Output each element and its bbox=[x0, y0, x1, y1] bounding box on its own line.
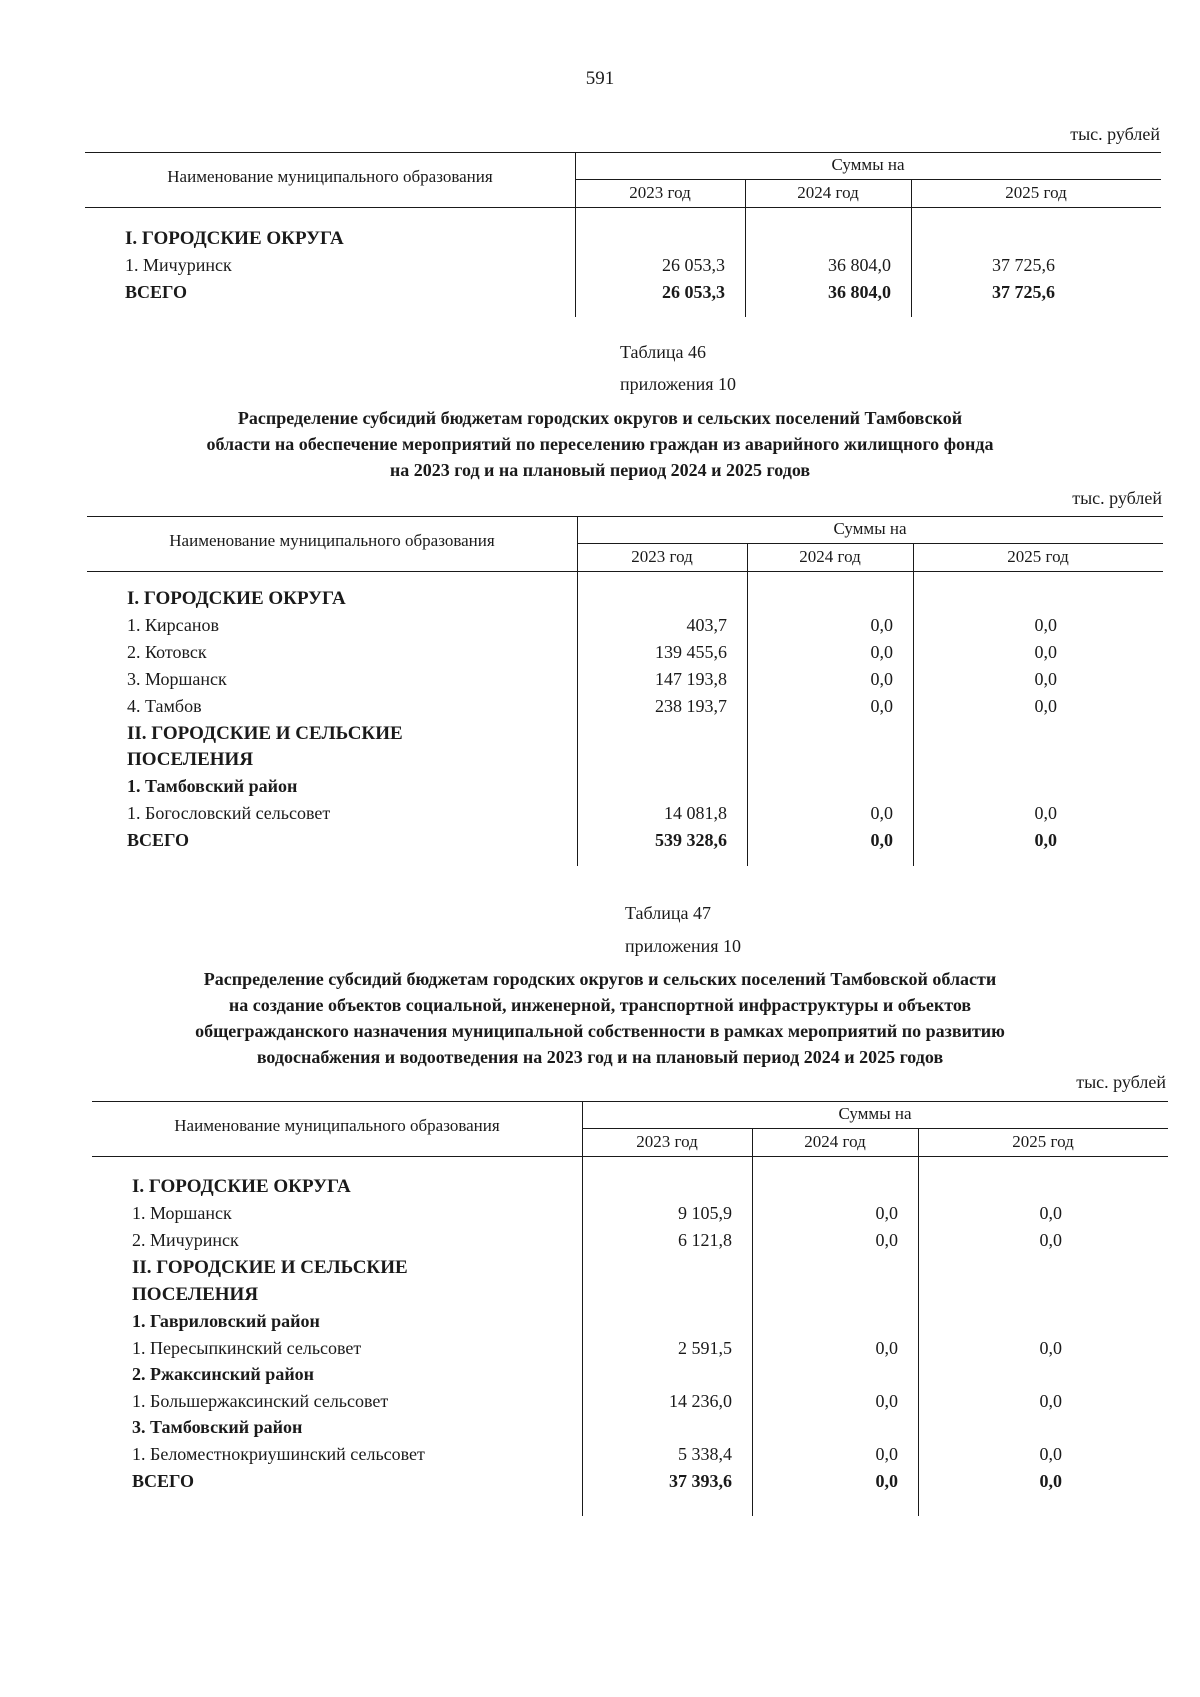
table-row bbox=[92, 1444, 1168, 1471]
table-prev bbox=[85, 152, 1160, 317]
district-row bbox=[92, 1311, 1168, 1338]
cell-value-2023: 6 121,8 bbox=[678, 1230, 732, 1250]
section-heading-row bbox=[92, 1257, 1168, 1284]
sums-rule bbox=[577, 543, 1163, 544]
cell-value-2024: 0,0 bbox=[870, 642, 893, 662]
table-row bbox=[92, 1338, 1168, 1365]
row-name: 1. Большержаксинский сельсовет bbox=[132, 1391, 389, 1411]
row-name: 2. Котовск bbox=[127, 642, 207, 662]
cell-value-2023: 9 105,9 bbox=[678, 1203, 732, 1223]
column-header-sums: Суммы на bbox=[833, 519, 907, 538]
cell-value-2025: 0,0 bbox=[1034, 642, 1057, 662]
cell-value-2023: 147 193,8 bbox=[655, 669, 727, 689]
sums-rule bbox=[575, 179, 1161, 180]
cell-value-2025: 0,0 bbox=[1034, 830, 1057, 850]
row-name: 2. Ржаксинский район bbox=[132, 1364, 315, 1384]
cell-value-2025: 0,0 bbox=[1034, 803, 1057, 823]
title-line: Распределение субсидий бюджетам городских округов и сельских поселений Тамбовской bbox=[237, 408, 963, 428]
row-name: 1. Тамбовский район bbox=[127, 776, 298, 796]
table-row bbox=[92, 1203, 1168, 1230]
row-name: I. ГОРОДСКИЕ ОКРУГА bbox=[125, 228, 344, 249]
row-name: 3. Моршанск bbox=[127, 669, 227, 689]
column-header-name: Наименование муниципального образования bbox=[174, 1116, 500, 1135]
cell-value-2025: 37 725,6 bbox=[992, 255, 1055, 275]
table-row bbox=[87, 642, 1163, 669]
cell-value-2025: 0,0 bbox=[1039, 1444, 1062, 1464]
unit-label-46: тыс. рублей bbox=[1072, 488, 1162, 508]
cell-value-2024: 36 804,0 bbox=[828, 255, 891, 275]
column-header-year: 2025 год bbox=[1005, 183, 1067, 202]
table-top-rule bbox=[85, 152, 1161, 153]
title-line: Распределение субсидий бюджетам городских округов и сельских поселений Тамбовской области bbox=[203, 969, 997, 989]
table47 bbox=[92, 1101, 1168, 1516]
row-name: ПОСЕЛЕНИЯ bbox=[132, 1284, 259, 1305]
row-name: 3. Тамбовский район bbox=[132, 1417, 303, 1437]
unit-label-prev: тыс. рублей bbox=[1070, 124, 1160, 144]
row-name: I. ГОРОДСКИЕ ОКРУГА bbox=[132, 1176, 351, 1197]
cell-value-2025: 0,0 bbox=[1034, 696, 1057, 716]
cell-value-2024: 0,0 bbox=[875, 1444, 898, 1464]
cell-value-2025: 37 725,6 bbox=[992, 282, 1055, 302]
column-header-year: 2023 год bbox=[629, 183, 691, 202]
cell-value-2024: 0,0 bbox=[875, 1338, 898, 1358]
row-name: 1. Богословский сельсовет bbox=[127, 803, 331, 823]
table-row bbox=[87, 615, 1163, 642]
header-bottom-rule bbox=[92, 1156, 1168, 1157]
cell-value-2025: 0,0 bbox=[1039, 1338, 1062, 1358]
cell-value-2025: 0,0 bbox=[1039, 1203, 1062, 1223]
section-heading-row bbox=[87, 588, 1163, 615]
cell-value-2024: 0,0 bbox=[875, 1230, 898, 1250]
row-name: ПОСЕЛЕНИЯ bbox=[127, 749, 254, 770]
column-header-year: 2024 год bbox=[799, 547, 861, 566]
row-name: I. ГОРОДСКИЕ ОКРУГА bbox=[127, 588, 346, 609]
table47-label: Таблица 47 bbox=[625, 903, 711, 923]
total-row bbox=[87, 830, 1163, 857]
table47-appendix: приложения 10 bbox=[625, 936, 742, 956]
page-number: 591 bbox=[585, 68, 615, 89]
cell-value-2025: 0,0 bbox=[1039, 1230, 1062, 1250]
district-row bbox=[92, 1364, 1168, 1391]
row-name: 1. Гавриловский район bbox=[132, 1311, 320, 1331]
cell-value-2023: 403,7 bbox=[686, 615, 727, 635]
section-heading-row bbox=[85, 228, 1161, 255]
cell-value-2024: 0,0 bbox=[875, 1471, 898, 1491]
table46 bbox=[87, 516, 1163, 866]
cell-value-2024: 36 804,0 bbox=[828, 282, 891, 302]
table-row bbox=[87, 669, 1163, 696]
row-name: 4. Тамбов bbox=[127, 696, 202, 716]
cell-value-2023: 539 328,6 bbox=[655, 830, 727, 850]
cell-value-2025: 0,0 bbox=[1039, 1471, 1062, 1491]
row-name: 1. Беломестнокриушинский сельсовет bbox=[132, 1444, 425, 1464]
title-line: на 2023 год и на плановый период 2024 и 2025 годов bbox=[389, 460, 811, 480]
cell-value-2024: 0,0 bbox=[870, 615, 893, 635]
unit-label-47: тыс. рублей bbox=[1076, 1072, 1166, 1092]
column-header-year: 2023 год bbox=[636, 1132, 698, 1151]
total-row bbox=[92, 1471, 1168, 1498]
cell-value-2023: 26 053,3 bbox=[662, 282, 725, 302]
row-name: ВСЕГО bbox=[125, 282, 188, 302]
cell-value-2024: 0,0 bbox=[875, 1391, 898, 1411]
cell-value-2024: 0,0 bbox=[870, 669, 893, 689]
cell-value-2023: 14 081,8 bbox=[664, 803, 727, 823]
row-name: ВСЕГО bbox=[132, 1471, 195, 1491]
column-header-year: 2024 год bbox=[804, 1132, 866, 1151]
column-header-year: 2024 год bbox=[797, 183, 859, 202]
table-top-rule bbox=[87, 516, 1163, 517]
cell-value-2025: 0,0 bbox=[1039, 1391, 1062, 1411]
column-header-year: 2023 год bbox=[631, 547, 693, 566]
table-row bbox=[87, 803, 1163, 830]
row-name: 1. Кирсанов bbox=[127, 615, 219, 635]
table-row bbox=[92, 1230, 1168, 1257]
column-header-sums: Суммы на bbox=[831, 155, 905, 174]
cell-value-2024: 0,0 bbox=[870, 696, 893, 716]
table46-title bbox=[0, 405, 1200, 483]
section-heading-row bbox=[92, 1176, 1168, 1203]
section-heading-row bbox=[92, 1284, 1168, 1311]
sums-rule bbox=[582, 1128, 1168, 1129]
cell-value-2023: 139 455,6 bbox=[655, 642, 727, 662]
title-line: на создание объектов социальной, инженерной, транспортной инфраструктуры и объектов bbox=[228, 995, 972, 1015]
district-row bbox=[87, 776, 1163, 803]
district-row bbox=[92, 1417, 1168, 1444]
cell-value-2023: 37 393,6 bbox=[669, 1471, 732, 1491]
row-name: 2. Мичуринск bbox=[132, 1230, 239, 1250]
cell-value-2025: 0,0 bbox=[1034, 669, 1057, 689]
cell-value-2023: 2 591,5 bbox=[678, 1338, 732, 1358]
table46-appendix: приложения 10 bbox=[620, 374, 737, 394]
row-name: II. ГОРОДСКИЕ И СЕЛЬСКИЕ bbox=[132, 1257, 408, 1278]
table-top-rule bbox=[92, 1101, 1168, 1102]
cell-value-2024: 0,0 bbox=[870, 830, 893, 850]
header-bottom-rule bbox=[87, 571, 1163, 572]
table47-title bbox=[0, 966, 1200, 1070]
table46-label: Таблица 46 bbox=[620, 342, 706, 362]
table-row bbox=[85, 255, 1161, 282]
column-header-sums: Суммы на bbox=[838, 1104, 912, 1123]
cell-value-2023: 238 193,7 bbox=[655, 696, 727, 716]
cell-value-2023: 14 236,0 bbox=[669, 1391, 732, 1411]
cell-value-2024: 0,0 bbox=[875, 1203, 898, 1223]
row-name: 1. Пересыпкинский сельсовет bbox=[132, 1338, 362, 1358]
column-header-name: Наименование муниципального образования bbox=[169, 531, 495, 550]
cell-value-2025: 0,0 bbox=[1034, 615, 1057, 635]
table-row bbox=[87, 696, 1163, 723]
cell-value-2023: 5 338,4 bbox=[678, 1444, 732, 1464]
cell-value-2024: 0,0 bbox=[870, 803, 893, 823]
title-line: области на обеспечение мероприятий по переселению граждан из аварийного жилищного фонда bbox=[206, 434, 994, 454]
cell-value-2023: 26 053,3 bbox=[662, 255, 725, 275]
total-row bbox=[85, 282, 1161, 309]
section-heading-row bbox=[87, 723, 1163, 750]
row-name: ВСЕГО bbox=[127, 830, 190, 850]
title-line: водоснабжения и водоотведения на 2023 год и на плановый период 2024 и 2025 годов bbox=[256, 1047, 944, 1067]
title-line: общегражданского назначения муниципальной собственности в рамках мероприятий по развитию bbox=[195, 1021, 1005, 1041]
table-row bbox=[92, 1391, 1168, 1418]
section-heading-row bbox=[87, 749, 1163, 776]
column-header-name: Наименование муниципального образования bbox=[167, 167, 493, 186]
row-name: 1. Мичуринск bbox=[125, 255, 232, 275]
header-bottom-rule bbox=[85, 207, 1161, 208]
row-name: II. ГОРОДСКИЕ И СЕЛЬСКИЕ bbox=[127, 723, 403, 744]
column-header-year: 2025 год bbox=[1012, 1132, 1074, 1151]
column-header-year: 2025 год bbox=[1007, 547, 1069, 566]
row-name: 1. Моршанск bbox=[132, 1203, 232, 1223]
